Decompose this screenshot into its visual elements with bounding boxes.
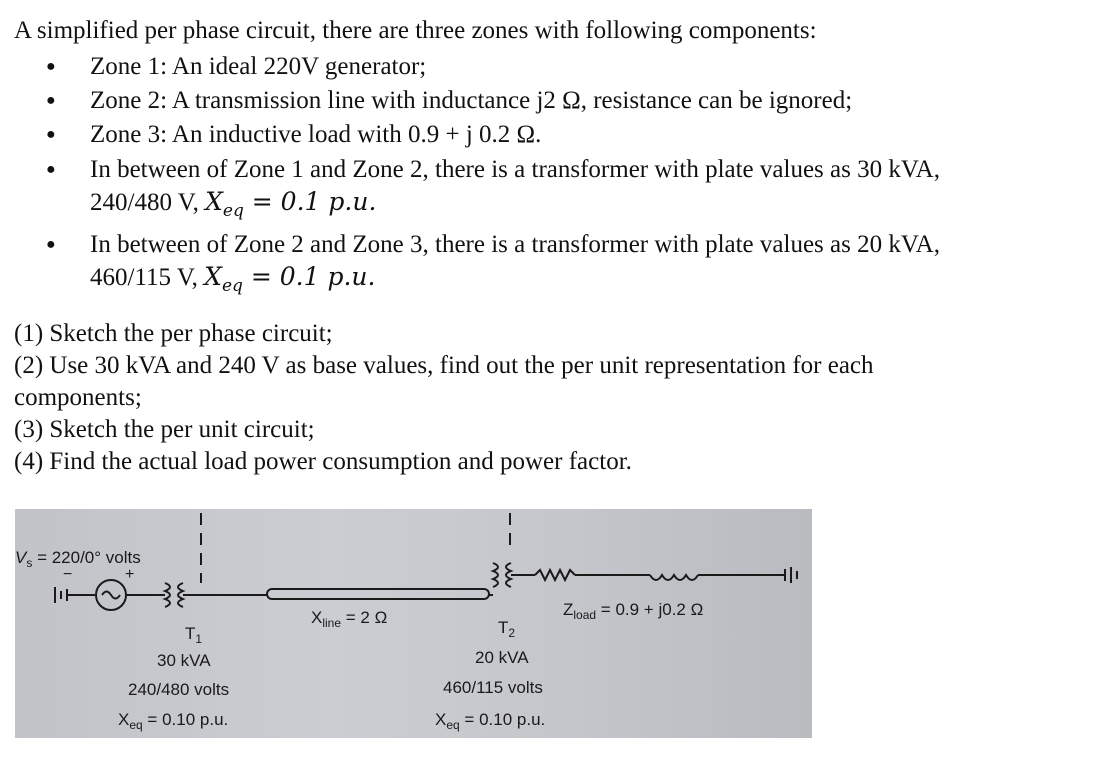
circuit-diagram	[15, 509, 812, 738]
problem-intro: A simplified per phase circuit, there are three zones with following components:	[14, 17, 817, 44]
transformer-2-xeq: $X_{eq} = 0.1$ p.u.	[204, 262, 376, 296]
minus-sign: −	[63, 566, 73, 583]
t1-voltage: 240/480 volts	[128, 680, 230, 699]
zone-2-item: ● Zone 2: A transmission line with inductance j2 Ω, resistance can be ignored;	[38, 84, 940, 118]
t1-label: $T_1$	[185, 624, 203, 646]
question-1: (1) Sketch the per phase circuit;	[14, 320, 333, 347]
t1-xeq: $X_{eq} = 0.10$ p.u.	[118, 710, 229, 732]
load-resistor-icon	[535, 570, 575, 580]
plus-sign: +	[125, 566, 135, 583]
question-2-continued: components;	[14, 384, 142, 411]
circuit-diagram-photo	[15, 509, 812, 738]
zone-3-item: ● Zone 3: An inductive load with 0.9 + j 0.2 Ω.	[38, 118, 940, 152]
transformer-2-item	[38, 229, 940, 302]
zone-list	[38, 50, 940, 302]
question-3: (3) Sketch the per unit circuit;	[14, 416, 315, 443]
t1-rating: 30 kVA	[157, 651, 211, 670]
load-inductor-icon	[650, 575, 698, 580]
question-2: (2) Use 30 kVA and 240 V as base values, find out the per unit representation for each	[14, 352, 874, 379]
source-voltage-label: $V_s = 220/0^\circ$ volts	[15, 548, 141, 570]
transformer-2-line1: In between of Zone 2 and Zone 3, there is a transformer with plate values as 20 kVA,	[90, 231, 940, 258]
t2-voltage: 460/115 volts	[443, 678, 543, 697]
t2-label: $T_2$	[498, 618, 516, 640]
transformer-2-voltage: 460/115 V,	[90, 264, 205, 291]
transformer-t2-icon	[493, 563, 498, 587]
question-4: (4) Find the actual load power consumption and power factor.	[14, 448, 632, 475]
transmission-line-icon	[267, 589, 489, 599]
transformer-1-xeq: $X_{eq} = 0.1$ p.u.	[205, 187, 377, 221]
line-reactance-label: $X_{line} = 2$ Ω	[311, 608, 388, 630]
t2-xeq: $X_{eq} = 0.10$ p.u.	[435, 710, 546, 732]
question-list	[14, 318, 874, 478]
transformer-1-line1: In between of Zone 1 and Zone 2, there is a transformer with plate values as 30 kVA,	[90, 156, 940, 183]
t2-rating: 20 kVA	[475, 648, 529, 667]
transformer-1-voltage: 240/480 V,	[90, 189, 206, 216]
transformer-1-item	[38, 154, 940, 227]
transformer-t1-icon	[165, 583, 170, 607]
load-impedance-label: $Z_{load} = 0.9 + j0.2$ Ω	[563, 600, 704, 622]
zone-1-item: ● Zone 1: An ideal 220V generator;	[38, 50, 940, 84]
